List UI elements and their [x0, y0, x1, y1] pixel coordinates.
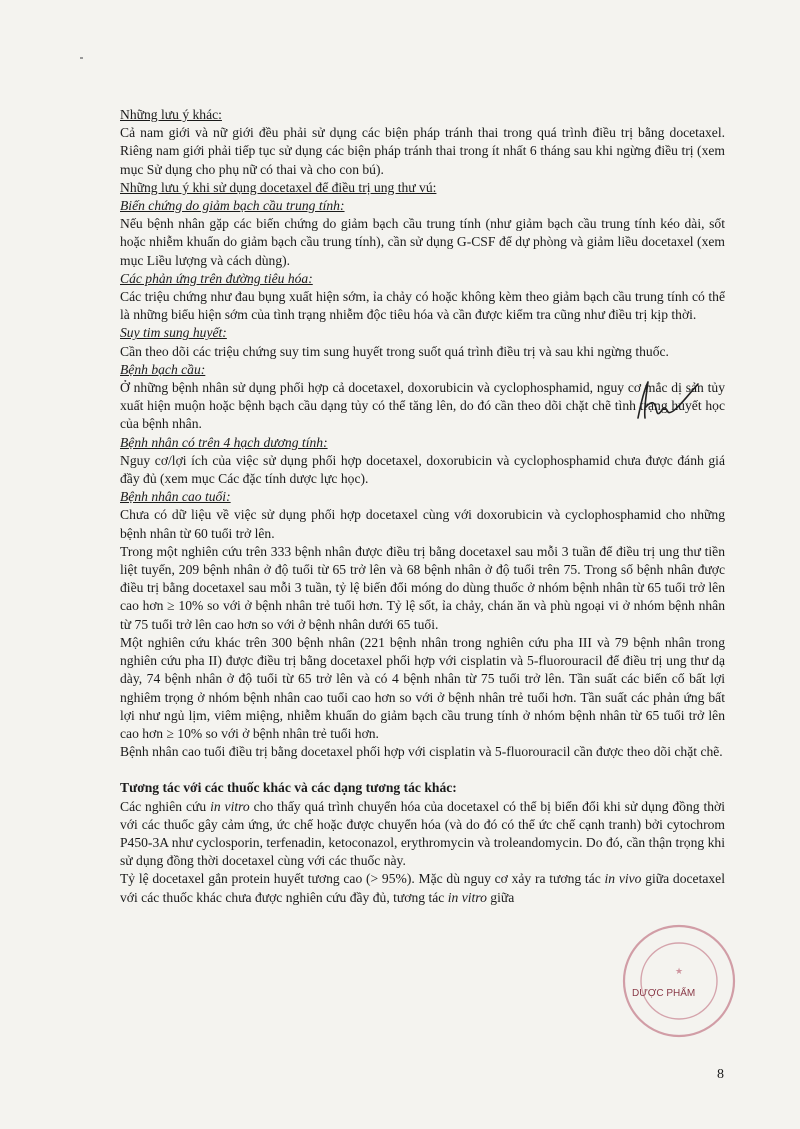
signature: [632, 378, 702, 424]
interactions-paragraph-2: Tỷ lệ docetaxel gắn protein huyết tương cao (> 95%). Mặc dù nguy cơ xảy ra tương tác in vivo giữa docetaxel với các thuốc khác chưa được nghiên cứu đầy đủ, tương tác in vitro giữa: [120, 871, 725, 905]
section-subheading: Bệnh nhân cao tuổi:: [120, 489, 231, 505]
body-paragraph: Các triệu chứng như đau bụng xuất hiện sớm, ỉa chảy có hoặc không kèm theo giảm bạch cầu trung tính có thể là những biểu hiện sớm của tình trạng nhiễm độc tiêu hóa và cần được kiểm tra cũng như điều trị kịp thời.: [120, 289, 725, 323]
section-subheading: Biến chứng do giảm bạch cầu trung tính:: [120, 198, 345, 214]
section-subheading: Bệnh bạch cầu:: [120, 361, 206, 377]
section-subheading: Các phản ứng trên đường tiêu hóa:: [120, 270, 313, 286]
body-paragraph: Bệnh nhân cao tuổi điều trị bằng docetaxel phối hợp với cisplatin và 5-fluorouracil cần được theo dõi chặt chẽ.: [120, 744, 723, 760]
body-paragraph: Chưa có dữ liệu về việc sử dụng phối hợp docetaxel cùng với doxorubicin và cyclophosphamid cho những bệnh nhân từ 60 tuổi trở lên.: [120, 507, 725, 541]
page-number: 8: [717, 1067, 724, 1082]
section-subheading: Suy tim sung huyết:: [120, 325, 227, 341]
body-paragraph: Một nghiên cứu khác trên 300 bệnh nhân (221 bệnh nhân trong nghiên cứu pha III và 79 bệnh nhân trong nghiên cứu pha II) được điều trị bằng docetaxel phối hợp với cisplatin và 5-fluorouracil để điều trị ung thư dạ dày, 74 bệnh nhân ở độ tuổi từ 65 trở lên và có 4 bệnh nhân từ 75 tuổi trở lên. Tần suất các biến cố bất lợi nghiêm trọng ở nhóm bệnh nhân cao tuổi cao hơn so với ở bệnh nhân trẻ tuổi hơn. Tần suất các phản ứng bất lợi như ngủ lịm, viêm miệng, nhiễm khuẩn do giảm bạch cầu trung tính ở nhóm bệnh nhân từ 65 tuổi trở lên cao hơn ≥ 10% so với ở bệnh nhân trẻ tuổi hơn.: [120, 634, 725, 741]
section-subheading: Những lưu ý khi sử dụng docetaxel để điều trị ung thư vú:: [120, 179, 437, 195]
section-subheading: Những lưu ý khác:: [120, 107, 222, 122]
precautions-section: [120, 106, 725, 761]
document-body: [120, 106, 725, 907]
stamp-label: DƯỢC PHẨM: [632, 988, 696, 999]
scan-artifact: [80, 57, 83, 59]
interactions-heading: Tương tác với các thuốc khác và các dạng tương tác khác:: [120, 780, 457, 796]
body-paragraph: Cả nam giới và nữ giới đều phải sử dụng các biện pháp tránh thai trong quá trình điều trị bằng docetaxel. Riêng nam giới phải tiếp tục sử dụng các biện pháp tránh thai trong ít nhất 6 tháng sau khi ngừng điều trị (xem mục Sử dụng cho phụ nữ có thai và cho con bú).: [120, 125, 725, 177]
body-paragraph: Ở những bệnh nhân sử dụng phối hợp cả docetaxel, doxorubicin và cyclophosphamid, nguy cơ mắc dị sản tủy xuất hiện muộn hoặc bệnh bạch cầu dạng tủy có thể tăng lên, do đó cần theo dõi chặt chẽ tình trạng huyết học của bệnh nhân.: [120, 380, 725, 432]
interactions-paragraph-1: Các nghiên cứu in vitro cho thấy quá trình chuyển hóa của docetaxel có thể bị biến đổi khi sử dụng đồng thời với các thuốc gây cảm ứng, ức chế hoặc được chuyển hóa (và do đó có thể ức chế cạnh tranh) bởi cytochrom P450-3A như cyclosporin, terfenadin, ketoconazol, erythromycin và troleandomycin. Do đó, cần thận trọng khi sử dụng đồng thời docetaxel cùng với các thuốc này.: [120, 798, 725, 869]
body-paragraph: Trong một nghiên cứu trên 333 bệnh nhân được điều trị bằng docetaxel sau mỗi 3 tuần để điều trị ung thư tiền liệt tuyến, 209 bệnh nhân ở độ tuổi từ 65 trở lên và 68 bệnh nhân ở độ tuổi trên 75. Trong số bệnh nhân được điều trị bằng docetaxel sau mỗi 3 tuần, tỷ lệ biến đổi móng do dùng thuốc ở nhóm bệnh nhân từ 65 tuổi trở lên cao hơn ≥ 10% so với ở bệnh nhân trẻ tuổi hơn. Tỷ lệ sốt, ỉa chảy, chán ăn và phù ngoại vi ở nhóm bệnh nhân từ 75 tuổi trở lên cao hơn so với ở bệnh nhân dưới 65 tuổi.: [120, 543, 725, 632]
body-paragraph: Nếu bệnh nhân gặp các biến chứng do giảm bạch cầu trung tính (như giảm bạch cầu trung tính kéo dài, sốt hoặc nhiễm khuẩn do giảm bạch cầu trung tính), cần sử dụng G-CSF để dự phòng và giảm liều docetaxel (xem mục Liều lượng và cách dùng).: [120, 216, 725, 268]
svg-text:★: ★: [674, 966, 684, 976]
company-seal-stamp: [620, 922, 738, 1040]
body-paragraph: Nguy cơ/lợi ích của việc sử dụng phối hợp docetaxel, doxorubicin và cyclophosphamid chưa được đánh giá đầy đủ (xem mục Các đặc tính dược lực học).: [120, 452, 725, 487]
body-paragraph: Cần theo dõi các triệu chứng suy tim sung huyết trong suốt quá trình điều trị và sau khi ngừng thuốc.: [120, 343, 669, 359]
section-subheading: Bệnh nhân có trên 4 hạch dương tính:: [120, 434, 328, 450]
